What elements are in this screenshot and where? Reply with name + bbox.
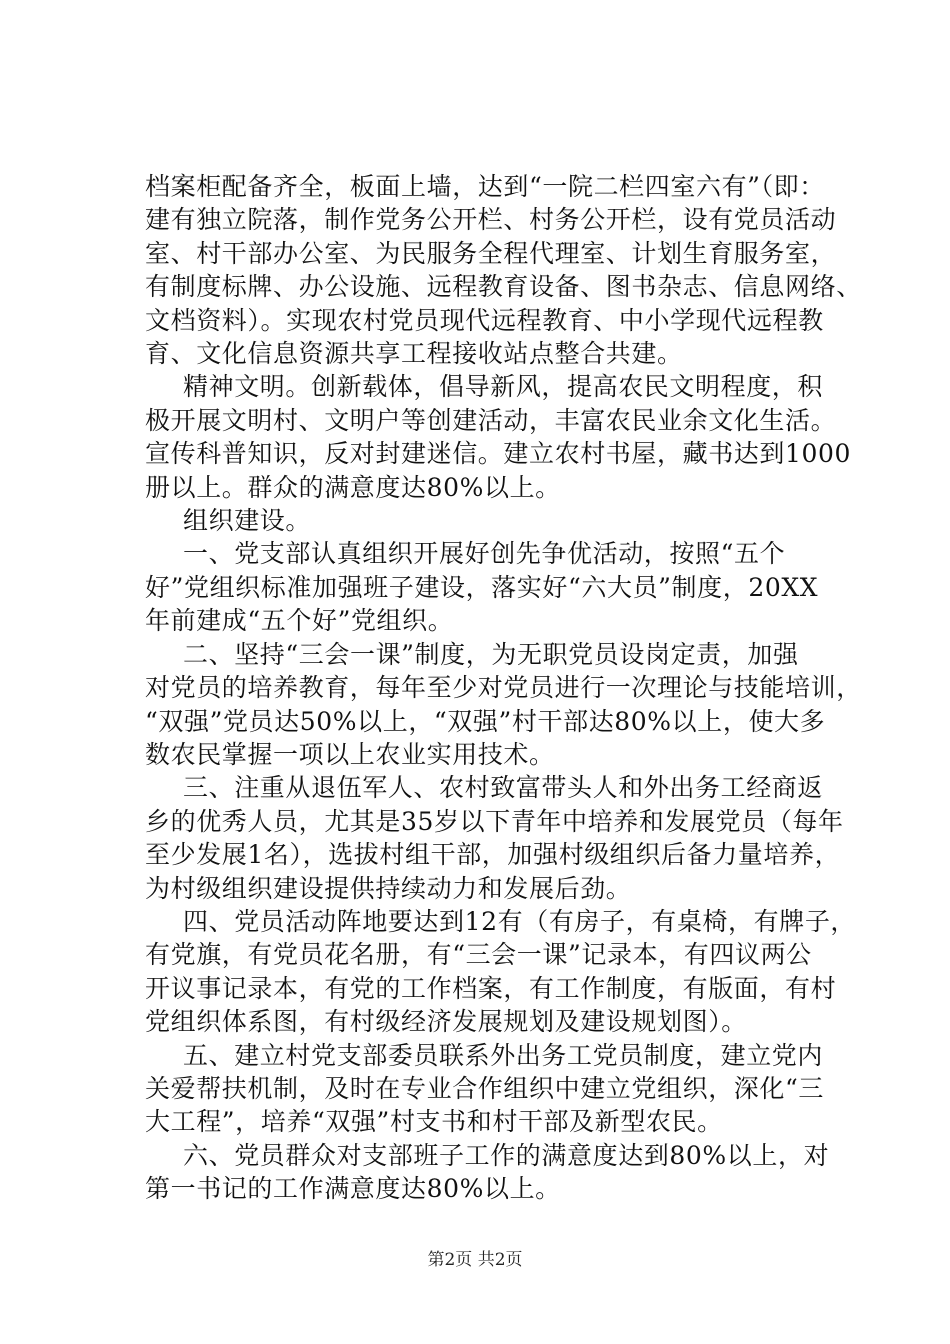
paragraph-start: 精神文明。创新载体，倡导新风，提高农民文明程度，积	[183, 372, 824, 402]
paragraph-start: 二、坚持“三会一课”制度，为无职党员设岗定责，加强	[183, 639, 799, 669]
text-line: 对党员的培养教育，每年至少对党员进行一次理论与技能培训，	[145, 673, 862, 703]
text-line: 育、文化信息资源共享工程接收站点整合共建。	[145, 339, 683, 369]
page-footer: 第2页 共2页	[427, 1250, 523, 1270]
text-line: 为村级组织建设提供持续动力和发展后劲。	[145, 873, 632, 903]
text-line: 开议事记录本，有党的工作档案，有工作制度，有版面，有村	[145, 973, 837, 1003]
text-line: 文档资料）。实现农村党员现代远程教育、中小学现代远程教	[145, 305, 824, 335]
text-line: 乡的优秀人员，尤其是35岁以下青年中培养和发展党员（每年	[145, 806, 844, 836]
text-line: 册以上。群众的满意度达80%以上。	[145, 472, 561, 502]
text-line: 极开展文明村、文明户等创建活动，丰富农民业余文化生活。	[145, 405, 837, 435]
paragraph-start: 四、党员活动阵地要达到12有（有房子，有桌椅，有牌子，	[183, 906, 857, 936]
text-line: 年前建成“五个好”党组织。	[145, 606, 454, 636]
text-line: “双强”党员达50%以上，“双强”村干部达80%以上，使大多	[145, 706, 826, 736]
document-body	[145, 170, 862, 1206]
text-line: 大工程”，培养“双强”村支书和村干部及新型农民。	[145, 1107, 723, 1137]
text-line: 至少发展1名），选拔村组干部，加强村级组织后备力量培养，	[145, 840, 841, 870]
text-line: 有党旗，有党员花名册，有“三会一课”记录本，有四议两公	[145, 940, 812, 970]
text-line: 数农民掌握一项以上农业实用技术。	[145, 739, 555, 769]
paragraph-start: 一、党支部认真组织开展好创先争优活动，按照“五个	[183, 539, 786, 569]
text-line: 室、村干部办公室、为民服务全程代理室、计划生育服务室，	[145, 238, 837, 268]
text-line: 建有独立院落，制作党务公开栏、村务公开栏，设有党员活动	[145, 205, 837, 235]
section-heading: 组织建设。	[183, 506, 312, 536]
paragraph-start: 六、党员群众对支部班子工作的满意度达到80%以上，对	[183, 1140, 830, 1170]
text-line: 党组织体系图，有村级经济发展规划及建设规划图）。	[145, 1007, 747, 1037]
text-line: 第一书记的工作满意度达80%以上。	[145, 1174, 561, 1204]
text-line: 宣传科普知识，反对封建迷信。建立农村书屋，藏书达到1000	[145, 439, 852, 469]
text-line: 好”党组织标准加强班子建设，落实好“六大员”制度，20XX	[145, 572, 819, 602]
text-line: 有制度标牌、办公设施、远程教育设备、图书杂志、信息网络、	[145, 272, 862, 302]
text-line: 档案柜配备齐全，板面上墙，达到“一院二栏四室六有”（即：	[145, 172, 825, 201]
paragraph-start: 三、注重从退伍军人、农村致富带头人和外出务工经商返	[183, 773, 824, 803]
paragraph-start: 五、建立村党支部委员联系外出务工党员制度，建立党内	[183, 1040, 824, 1070]
text-line: 关爱帮扶机制，及时在专业合作组织中建立党组织，深化“三	[145, 1073, 824, 1103]
